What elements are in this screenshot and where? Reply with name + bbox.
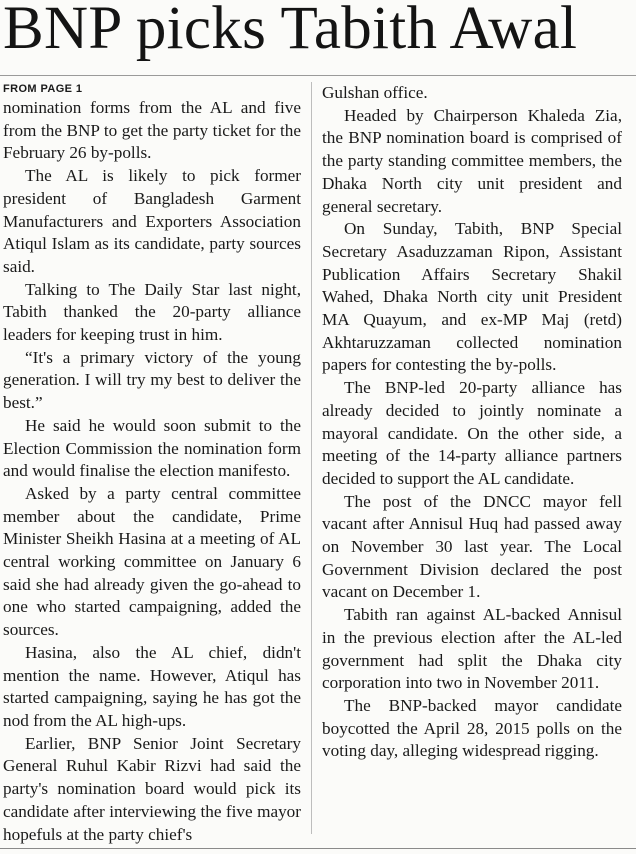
paragraph: Gulshan office. [322, 83, 428, 102]
paragraph: Talking to The Daily Star last night, Tabith thanked the 20-party alliance leaders for keeping trust in him. [3, 279, 301, 345]
paragraph: The BNP-backed mayor candidate boycotted the April 28, 2015 polls on the voting day, alleging widespread rigging. [322, 695, 622, 761]
paragraph: Headed by Chairperson Khaleda Zia, the BNP nomination board is comprised of the party standing committee members, the Dhaka North city unit president and general secretary. [322, 105, 622, 216]
paragraph: Earlier, BNP Senior Joint Secretary General Ruhul Kabir Rizvi had said the party's nomination board would pick its candidate after interviewing the five mayor hopefuls at the party chief's [3, 733, 301, 844]
article-column-right [322, 82, 622, 763]
bottom-rule [0, 848, 636, 849]
headline-rule [0, 75, 636, 76]
paragraph: Hasina, also the AL chief, didn't mention the name. However, Atiqul has started campaigning, saying he has got the nod from the AL high-ups. [3, 642, 301, 730]
article-column-left [3, 82, 301, 846]
paragraph: He said he would soon submit to the Election Commission the nomination form and would finalise the election manifesto. [3, 415, 301, 481]
paragraph: The BNP-led 20-party alliance has already decided to jointly nominate a mayoral candidate. On the other side, a meeting of the 14-party alliance partners decided to support the AL candidate. [322, 378, 622, 488]
paragraph: The AL is likely to pick former president of Bangladesh Garment Manufacturers and Exporters Association Atiqul Islam as its candidate, party sources said. [3, 166, 301, 276]
paragraph: Asked by a party central committee member about the candidate, Prime Minister Sheikh Hasina at a meeting of AL central working committee on January 6 said she had already given the go-ahead to one who started campaigning, added the sources. [3, 483, 301, 640]
paragraph: nomination forms from the AL and five from the BNP to get the party ticket for the February 26 by-polls. [3, 98, 301, 163]
paragraph: Tabith ran against AL-backed Annisul in the previous election after the AL-led government had split the Dhaka city corporation into two in November 2011. [322, 605, 622, 693]
paragraph: The post of the DNCC mayor fell vacant after Annisul Huq had passed away on November 30 last year. The Local Government Division declared the post vacant on December 1. [322, 491, 622, 602]
column-divider [311, 82, 312, 834]
continuation-label: FROM PAGE 1 [3, 83, 83, 95]
paragraph: On Sunday, Tabith, BNP Special Secretary Asaduzzaman Ripon, Assistant Publication Affairs Secretary Shakil Wahed, Dhaka North city unit President MA Quayum, and ex-MP Maj (retd) Akhtaruzzaman collected nomination papers for contesting the by-polls. [322, 219, 622, 375]
paragraph: “It's a primary victory of the young generation. I will try my best to deliver the best.” [3, 347, 301, 413]
headline: BNP picks Tabith Awal [3, 0, 578, 62]
